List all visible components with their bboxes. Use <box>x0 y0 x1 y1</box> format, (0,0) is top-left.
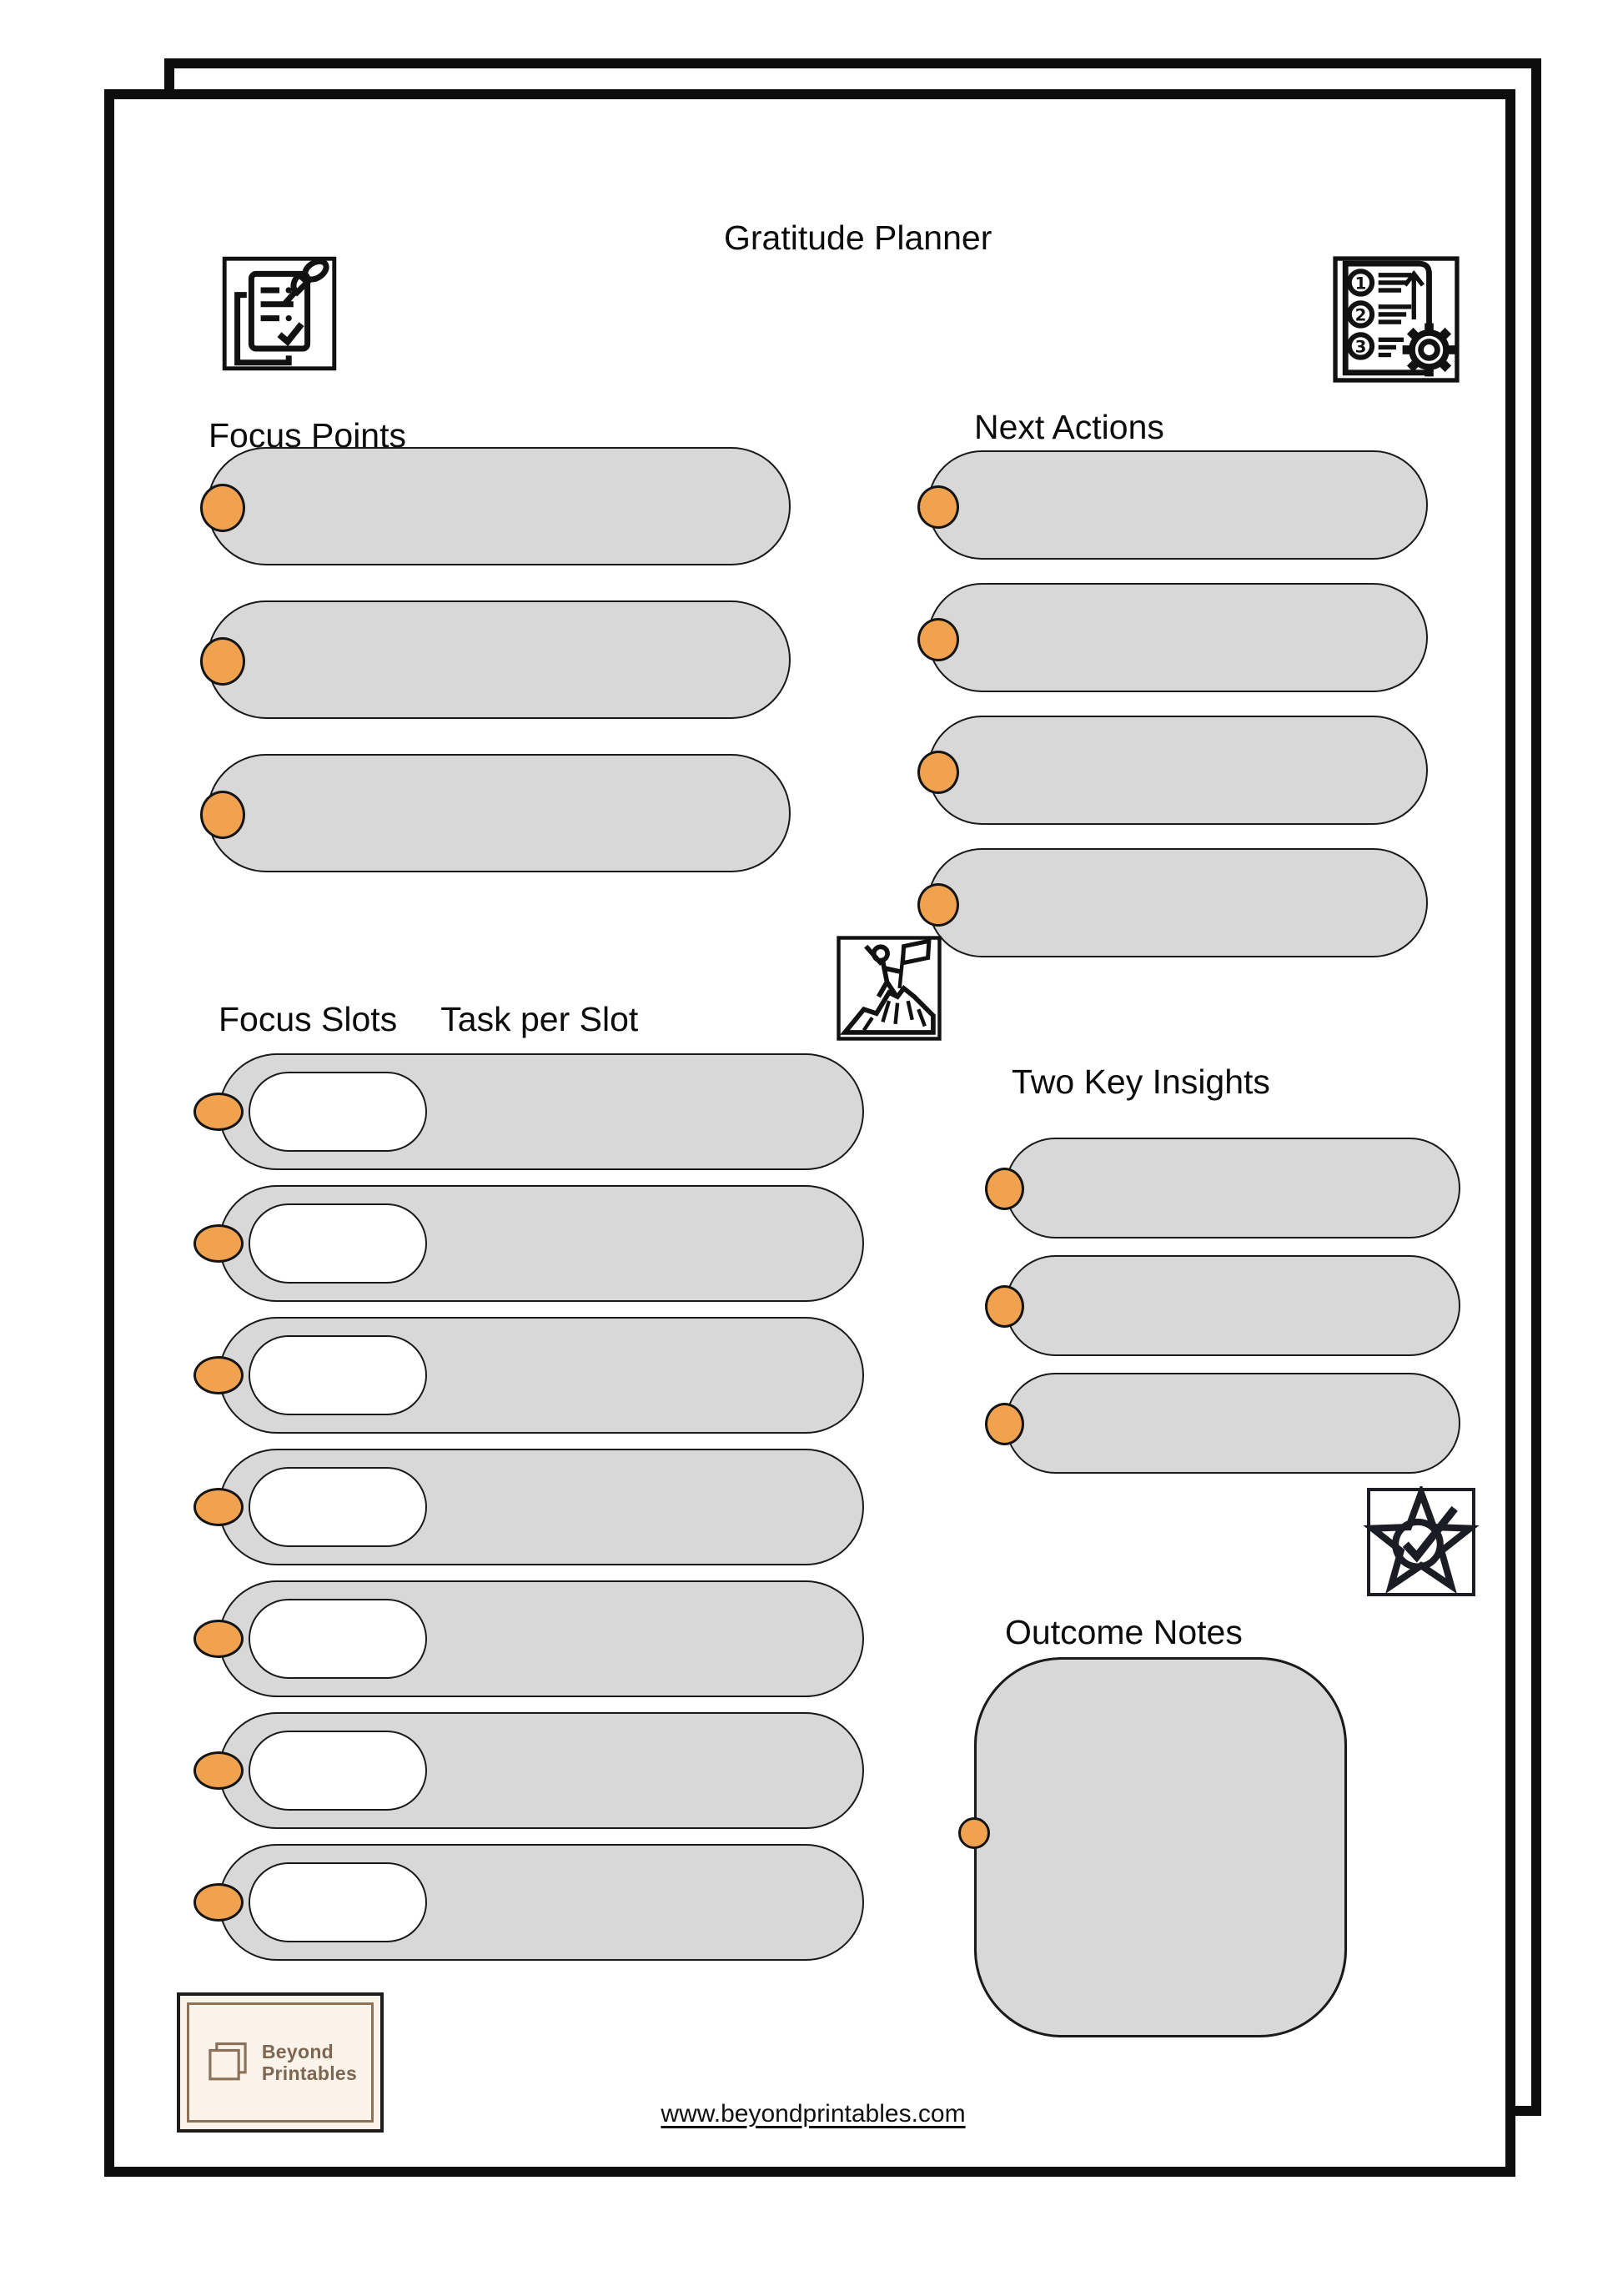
brand-logo-text <box>262 2041 357 2085</box>
next-action-slot[interactable] <box>927 583 1428 692</box>
focus-point-slot[interactable] <box>207 447 791 565</box>
brand-name-line1: Beyond <box>261 2040 334 2062</box>
brand-logo <box>177 1992 384 2133</box>
bullet-dot <box>985 1168 1024 1210</box>
bullet-dot <box>200 791 245 839</box>
time-slot[interactable] <box>249 1862 427 1942</box>
bullet-dot <box>917 883 959 927</box>
focus-point-row <box>207 600 791 719</box>
page-title: Gratitude Planner <box>724 219 992 257</box>
next-action-slot[interactable] <box>927 450 1428 560</box>
website-link[interactable]: www.beyondprintables.com <box>661 2100 966 2128</box>
focus-slot-row <box>219 1053 864 1170</box>
svg-text:1: 1 <box>1354 274 1367 294</box>
next-action-row <box>927 848 1428 957</box>
bullet-dot <box>200 637 245 686</box>
next-action-row <box>927 450 1428 560</box>
svg-text:3: 3 <box>1354 337 1367 357</box>
bullet-dot <box>193 1093 244 1131</box>
focus-points-heading: Focus Points <box>209 416 406 455</box>
time-slot[interactable] <box>249 1072 427 1152</box>
bullet-dot <box>193 1224 244 1263</box>
mountain-summit-flag-icon <box>834 936 944 1041</box>
insight-slot[interactable] <box>1005 1373 1460 1474</box>
next-action-row <box>927 716 1428 825</box>
focus-slot-row <box>219 1317 864 1434</box>
star-check-icon <box>1359 1486 1483 1598</box>
insight-slot[interactable] <box>1005 1138 1460 1238</box>
svg-text:2: 2 <box>1354 305 1367 325</box>
pinned-checklist-icon <box>221 253 338 374</box>
focus-slot-row <box>219 1580 864 1697</box>
bullet-dot <box>193 1356 244 1394</box>
time-slot[interactable] <box>249 1467 427 1547</box>
overlapping-squares-icon <box>204 2038 252 2087</box>
bullet-dot <box>193 1883 244 1922</box>
time-slot[interactable] <box>249 1731 427 1811</box>
focus-slots-heading <box>219 1001 638 1038</box>
bullet-dot <box>985 1403 1024 1445</box>
focus-slot-row <box>219 1712 864 1829</box>
task-per-slot-label: Task per Slot <box>440 1000 639 1038</box>
focus-point-slot[interactable] <box>207 754 791 872</box>
focus-slots-list <box>219 1053 864 1961</box>
focus-point-row <box>207 447 791 565</box>
insight-row <box>1005 1138 1460 1238</box>
bullet-dot <box>200 484 245 532</box>
bullet-dot <box>985 1285 1024 1328</box>
brand-logo-frame <box>187 2002 374 2123</box>
bullet-dot <box>193 1751 244 1790</box>
next-action-row <box>927 583 1428 692</box>
bullet-dot <box>917 485 959 529</box>
numbered-steps-gear-icon <box>1333 254 1460 384</box>
focus-points-list <box>207 447 791 872</box>
insight-row <box>1005 1255 1460 1356</box>
next-actions-list <box>927 450 1428 957</box>
bullet-dot <box>917 618 959 661</box>
next-action-slot[interactable] <box>927 848 1428 957</box>
focus-slot-row <box>219 1185 864 1302</box>
next-actions-heading: Next Actions <box>974 408 1164 446</box>
bullet-dot <box>193 1488 244 1526</box>
outcome-notes-slot[interactable] <box>974 1657 1347 2037</box>
insight-row <box>1005 1373 1460 1474</box>
time-slot[interactable] <box>249 1335 427 1415</box>
insights-heading: Two Key Insights <box>1012 1063 1270 1101</box>
time-slot[interactable] <box>249 1599 427 1679</box>
focus-slots-label: Focus Slots <box>219 1000 398 1038</box>
insight-slot[interactable] <box>1005 1255 1460 1356</box>
focus-point-row <box>207 754 791 872</box>
bullet-dot <box>958 1817 990 1849</box>
focus-slot-row <box>219 1844 864 1961</box>
next-action-slot[interactable] <box>927 716 1428 825</box>
bullet-dot <box>193 1620 244 1658</box>
bullet-dot <box>917 751 959 794</box>
outcome-notes-heading: Outcome Notes <box>1005 1613 1243 1651</box>
focus-point-slot[interactable] <box>207 600 791 719</box>
time-slot[interactable] <box>249 1203 427 1284</box>
brand-name-line2: Printables <box>261 2062 358 2084</box>
focus-slot-row <box>219 1449 864 1565</box>
insights-list <box>1005 1138 1460 1474</box>
